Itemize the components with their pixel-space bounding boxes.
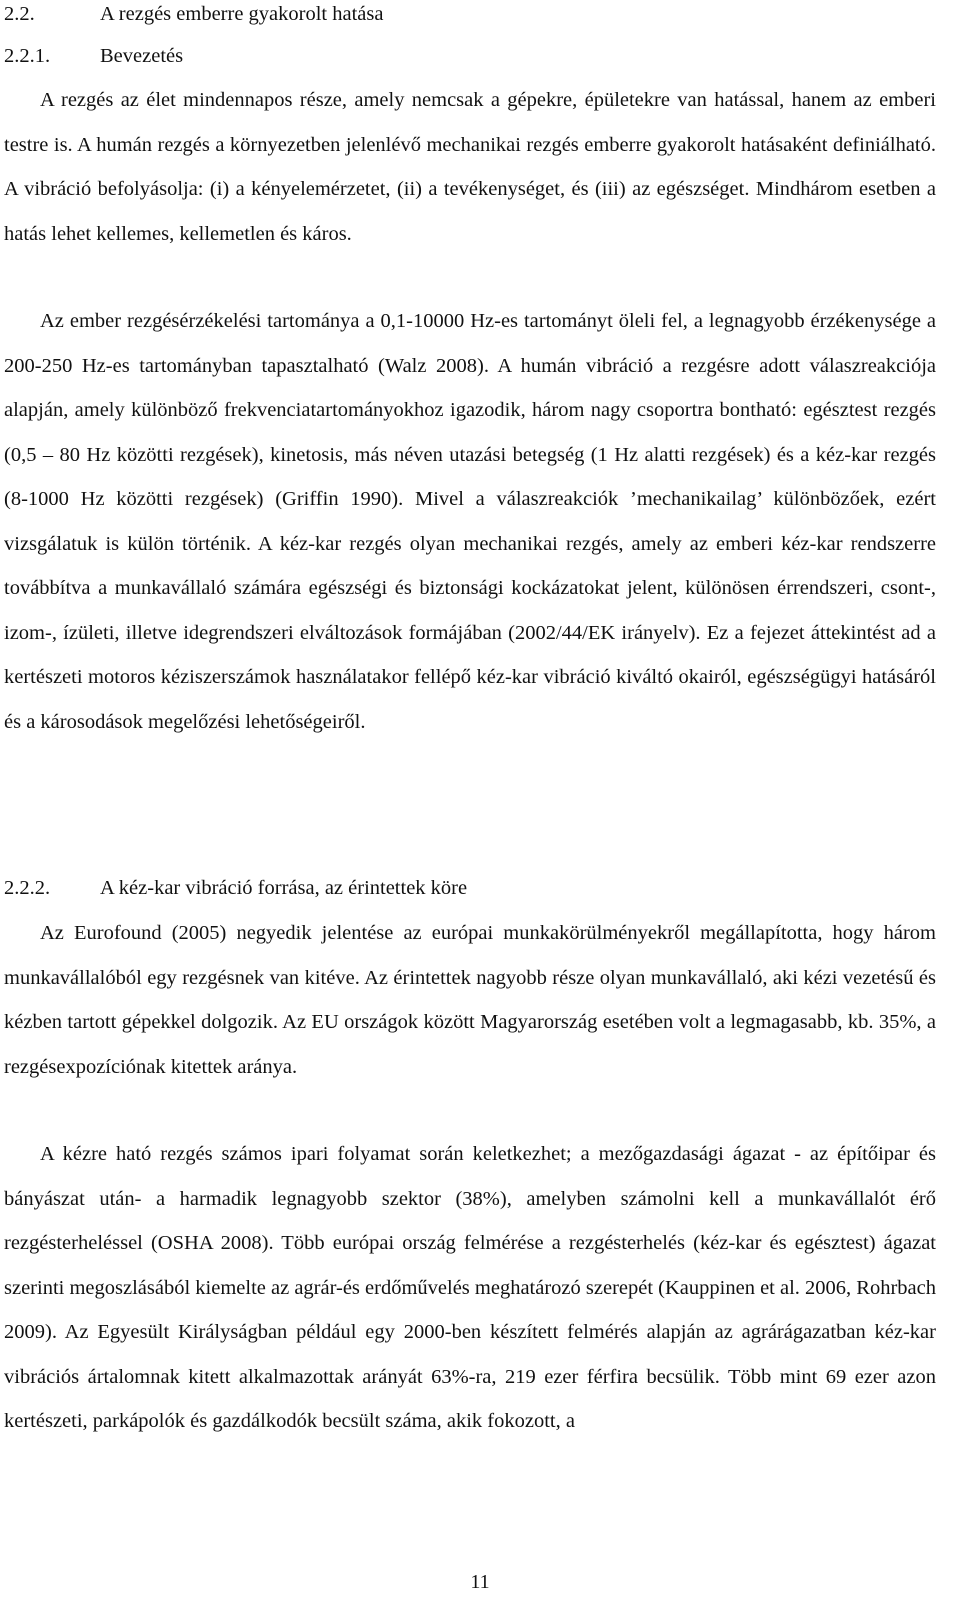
subsection-number: 2.2.2.	[4, 877, 51, 899]
section-heading	[4, 0, 383, 37]
subsection-title: A kéz-kar vibráció forrása, az érintettek köre	[100, 877, 468, 899]
subsection-title: Bevezetés	[100, 45, 184, 67]
page-number: 11	[470, 1571, 490, 1593]
subsection-heading	[4, 34, 183, 79]
paragraph-vibration-ranges: Az ember rezgésérzékelési tartománya a 0,1-10000 Hz-es tartományt öleli fel, a legnagyobb érzékenysége a 200-250 Hz-es tartományban tapasztalható (Walz 2008). A humán vibráció a rezgésre adott válaszreakciója alapján, amely különböző frekvenciatartományokhoz igazodik, három nagy csoportra bontható: egésztest rezgés (0,5 – 80 Hz közötti rezgések), kinetosis, más néven utazási betegség (1 Hz alatti rezgések) és a kéz-kar rezgés (8-1000 Hz közötti rezgések) (Griffin 1990). Mivel a válaszreakciók ’mechanikailag’ különbözőek, ezért vizsgálatuk is külön történik. A kéz-kar rezgés olyan mechanikai rezgés, amely az emberi kéz-kar rendszerre továbbítva a munkavállaló számára egészségi és biztonsági kockázatokat jelent, különösen érrendszeri, csont-, izom-, ízületi, illetve idegrendszeri elváltozások formájában (2002/44/EK irányelv). Ez a fejezet áttekintést ad a kertészeti motoros kéziszerszámok használatakor fellépő kéz-kar vibráció kiváltó okairól, egészségügyi hatásáról és a károsodások megelőzési lehetőségeiről.	[4, 310, 936, 733]
section-title: A rezgés emberre gyakorolt hatása	[100, 3, 384, 25]
subsection-number: 2.2.1.	[4, 45, 51, 67]
paragraph-eurofound: Az Eurofound (2005) negyedik jelentése az európai munkakörülményekről megállapította, hogy három munkavállalóból egy rezgésnek van kitéve. Az érintettek nagyobb része olyan munkavállaló, aki kézi vezetésű és kézben tartott gépekkel dolgozik. Az EU országok között Magyarország esetében volt a legmagasabb, kb. 35%, a rezgésexpozíciónak kitettek aránya.	[4, 922, 936, 1078]
paragraph-industry: A kézre ható rezgés számos ipari folyamat során keletkezhet; a mezőgazdasági ágazat - az építőipar és bányászat után- a harmadik legnagyobb szektor (38%), amelyben számolni kell a munkavállalót érő rezgésterheléssel (OSHA 2008). Több európai ország felmérése a rezgésterhelés (kéz-kar és egésztest) ágazat szerinti megoszlásából kiemelte az agrár-és erdőművelés meghatározó szerepét (Kauppinen et al. 2006, Rohrbach 2009). Az Egyesült Királyságban például egy 2000-ben készített felmérés alapján az agrárágazatban kéz-kar vibrációs ártalomnak kitett alkalmazottak arányát 63%-ra, 219 ezer férfira becsülik. Több mint 69 ezer azon kertészeti, parkápolók és gazdálkodók becsült száma, akik fokozott, a	[4, 1143, 936, 1432]
paragraph-intro: A rezgés az élet mindennapos része, amely nemcsak a gépekre, épületekre van hatással, hanem az emberi testre is. A humán rezgés a környezetben jelenlévő mechanikai rezgés emberre gyakorolt hatásaként definiálható. A vibráció befolyásolja: (i) a kényelemérzetet, (ii) a tevékenységet, és (iii) az egészséget. Mindhárom esetben a hatás lehet kellemes, kellemetlen és káros.	[4, 89, 936, 245]
section-number: 2.2.	[4, 3, 35, 25]
subsection-heading	[4, 866, 467, 911]
